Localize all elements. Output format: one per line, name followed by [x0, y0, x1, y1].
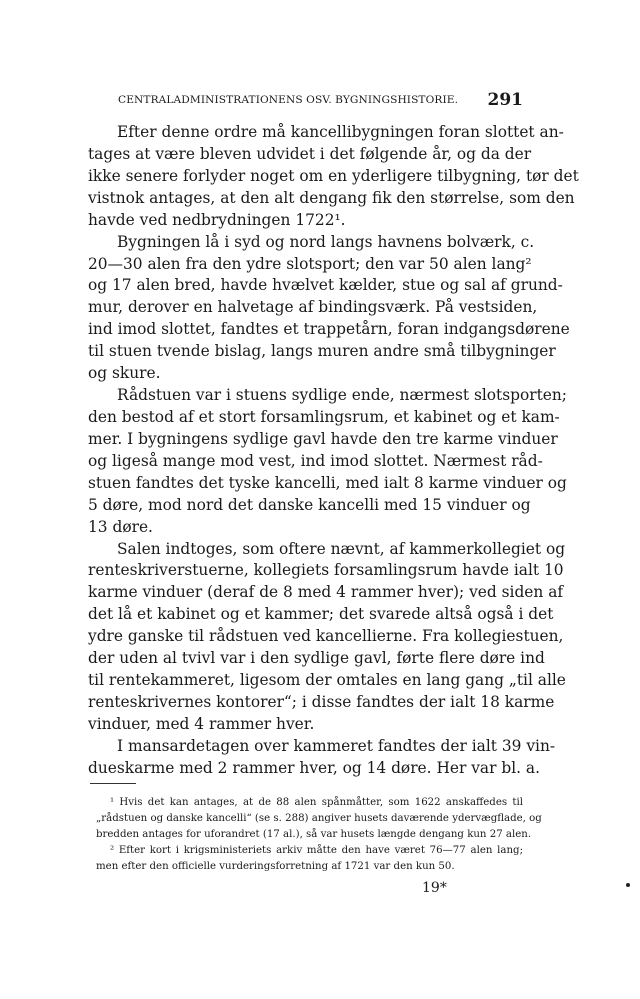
body-text	[88, 122, 579, 780]
footnote-line: men efter den officielle vurderingsforretning af 1721 var den kun 50.	[96, 861, 455, 872]
text-line: Efter denne ordre må kancellibygningen foran slottet an-	[117, 123, 564, 141]
text-line: og skure.	[88, 364, 161, 383]
footnote-rule	[90, 783, 136, 784]
text-line: mur, derover en halvetage af bindingsværk. På vestsiden,	[88, 298, 538, 317]
text-line: stuen fandtes det tyske kancelli, med ialt 8 karme vinduer og	[88, 473, 567, 492]
text-line: ikke senere forlyder noget om en yderligere tilbygning, tør det	[88, 166, 579, 185]
text-line: havde ved nedbrydningen 1722¹.	[88, 210, 346, 229]
text-line: ydre ganske til rådstuen ved kancellierne. Fra kollegiestuen,	[88, 627, 564, 646]
text-line: tages at være bleven udvidet i det følgende år, og da der	[88, 144, 532, 163]
footnote-line: ² Efter kort i krigsministeriets arkiv måtte den have været 76—77 alen lang;	[110, 845, 523, 856]
text-line: Bygningen lå i syd og nord langs havnens bolværk, c.	[117, 232, 535, 251]
text-line: og ligeså mange mod vest, ind imod slottet. Nærmest råd-	[88, 451, 543, 470]
text-line: ind imod slottet, fandtes et trappetårn, foran indgangsdørene	[88, 320, 570, 339]
text-line: 20—30 alen fra den ydre slotsport; den var 50 alen lang²	[88, 254, 532, 273]
footnote-line: ¹ Hvis det kan antages, at de 88 alen spånmåtter, som 1622 anskaffedes til	[110, 797, 523, 808]
text-line: Rådstuen var i stuens sydlige ende, nærmest slotsporten;	[117, 386, 567, 405]
footnotes	[96, 795, 542, 875]
running-title: CENTRALADMINISTRATIONENS OSV. BYGNINGSHISTORIE.	[118, 94, 459, 106]
page-number: 291	[487, 90, 523, 110]
text-line: vistnok antages, at den alt dengang fik den størrelse, som den	[88, 188, 575, 207]
scan-speck	[626, 883, 630, 887]
text-line: I mansardetagen over kammeret fandtes der ialt 39 vin-	[117, 736, 556, 755]
text-line: renteskriverstuerne, kollegiets forsamlingsrum havde ialt 10	[88, 561, 564, 580]
text-line: til rentekammeret, ligesom der omtales en lang gang „til alle	[88, 671, 566, 690]
text-line: til stuen tvende bislag, langs muren andre små tilbygninger	[88, 342, 556, 361]
text-line: vinduer, med 4 rammer hver.	[88, 714, 315, 733]
footnote-line: bredden antages for uforandret (17 al.), så var husets længde dengang kun 27 alen.	[96, 829, 532, 840]
running-header	[118, 90, 523, 110]
text-line: det lå et kabinet og et kammer; det svarede altså også i det	[88, 605, 554, 624]
text-line: karme vinduer (deraf de 8 med 4 rammer hver); ved siden af	[88, 583, 564, 602]
text-line: og 17 alen bred, havde hvælvet kælder, stue og sal af grund-	[88, 276, 563, 295]
text-line: mer. I bygningens sydlige gavl havde den tre karme vinduer	[88, 429, 558, 448]
text-line: renteskrivernes kontorer“; i disse fandtes der ialt 18 karme	[88, 692, 555, 711]
footnote-line: „rådstuen og danske kancelli“ (se s. 288) angiver husets daværende ydervægflade, og	[96, 813, 542, 824]
text-line: der uden al tvivl var i den sydlige gavl, førte flere døre ind	[88, 649, 545, 668]
text-line: Salen indtoges, som oftere nævnt, af kammerkollegiet og	[117, 539, 566, 558]
text-line: dueskarme med 2 rammer hver, og 14 døre. Her var bl. a.	[88, 758, 540, 777]
text-line: 13 døre.	[88, 517, 153, 536]
signature-mark: 19*	[422, 880, 447, 896]
text-line: den bestod af et stort forsamlingsrum, et kabinet og et kam-	[88, 407, 560, 426]
text-line: 5 døre, mod nord det danske kancelli med 15 vinduer og	[88, 495, 531, 514]
